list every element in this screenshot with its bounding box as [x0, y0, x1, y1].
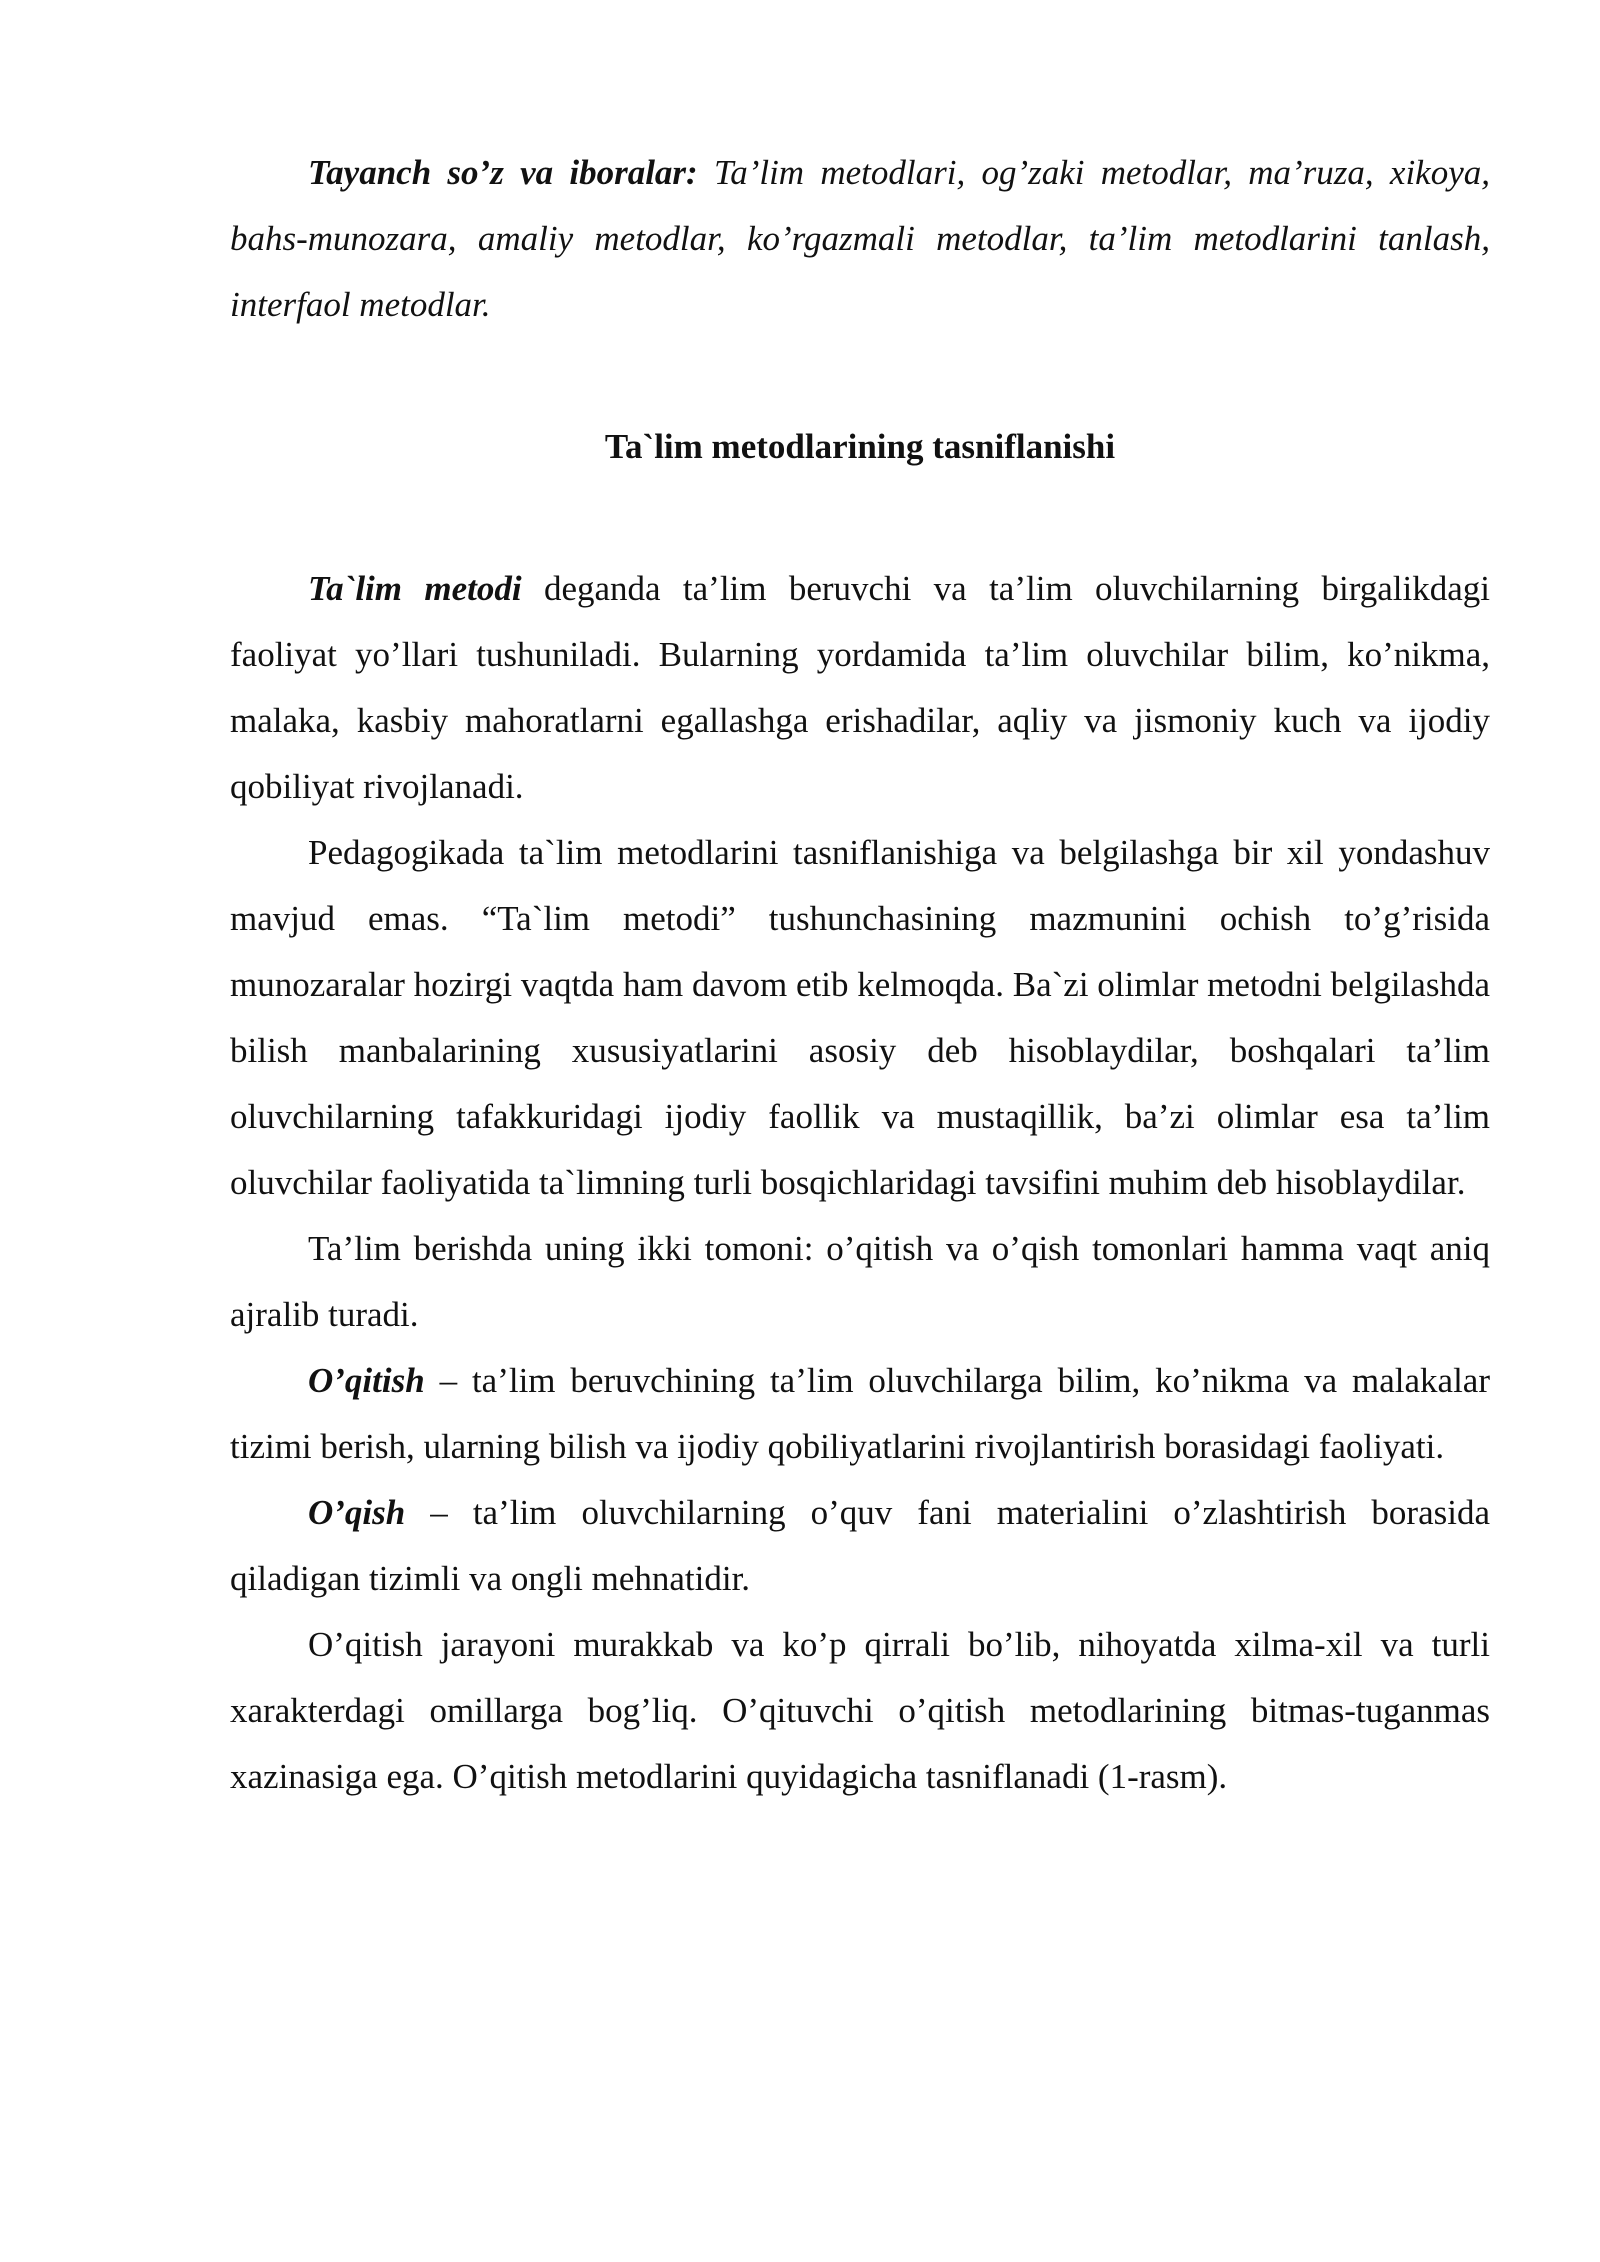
paragraph-text: deganda ta’lim beruvchi va ta’lim oluvchilarning birgalikdagi faoliyat yo’llari tushuniladi. Bularning yordamida ta’lim oluvchilar bilim, ko’nikma, malaka, kasbiy mahoratlarni egallashga erishadilar, aqliy va jismoniy kuch va ijodiy qobiliyat rivojlanadi. — [230, 569, 1491, 806]
paragraph-pedagogikada: Pedagogikada ta`lim metodlarini tasniflanishiga va belgilashga bir xil yondashuv mavjud emas. “Ta`lim metodi” tushunchasining mazmunini ochish to’g’risida munozaralar hozirgi vaqtda ham davom etib kelmoqda. Ba`zi olimlar metodni belgilashda bilish manbalarining xususiyatlarini asosiy deb hisoblaydilar, boshqalari ta’lim oluvchilarning tafakkuridagi ijodiy faollik va mustaqillik, ba’zi olimlar esa ta’lim oluvchilar faoliyatida ta`limning turli bosqichlaridagi tavsifini muhim deb hisoblaydilar. — [230, 833, 1490, 1202]
paragraph-talim-berishda: Ta’lim berishda uning ikki tomoni: o’qitish va o’qish tomonlari hamma vaqt aniq ajralib turadi. — [230, 1229, 1490, 1334]
paragraph-oqish — [230, 1480, 1490, 1612]
keywords-paragraph — [230, 140, 1490, 338]
document-page — [230, 140, 1490, 1810]
paragraph-text: – ta’lim oluvchilarning o’quv fani materialini o’zlashtirish borasida qiladigan tizimli va ongli mehnatidir. — [230, 1493, 1490, 1598]
term-oqish: O’qish — [308, 1493, 406, 1532]
section-heading: Ta`lim metodlarining tasniflanishi — [604, 427, 1116, 466]
term-talim-metodi: Ta`lim metodi — [308, 569, 522, 608]
paragraph-oqitish-jarayoni: O’qitish jarayoni murakkab va ko’p qirrali bo’lib, nihoyatda xilma-xil va turli xarakterdagi omillarga bog’liq. O’qituvchi o’qitish metodlarining bitmas-tuganmas xazinasiga ega. O’qitish metodlarini quyidagicha tasniflanadi (1-rasm). — [230, 1625, 1490, 1796]
term-oqitish: O’qitish — [308, 1361, 425, 1400]
paragraph-talim-metodi — [230, 556, 1490, 820]
paragraph-text: – ta’lim beruvchining ta’lim oluvchilarga bilim, ko’nikma va malakalar tizimi berish, ularning bilish va ijodiy qobiliyatlarini rivojlantirish borasidagi faoliyati. — [230, 1361, 1490, 1466]
paragraph-oqitish — [230, 1348, 1490, 1480]
keywords-text: Ta’lim metodlari, og’zaki metodlar, ma’ruza, xikoya, bahs-munozara, amaliy metodlar, ko’rgazmali metodlar, ta’lim metodlarini tanlash, interfaol metodlar. — [230, 153, 1490, 324]
keywords-label: Tayanch so’z va iboralar: — [308, 153, 698, 192]
